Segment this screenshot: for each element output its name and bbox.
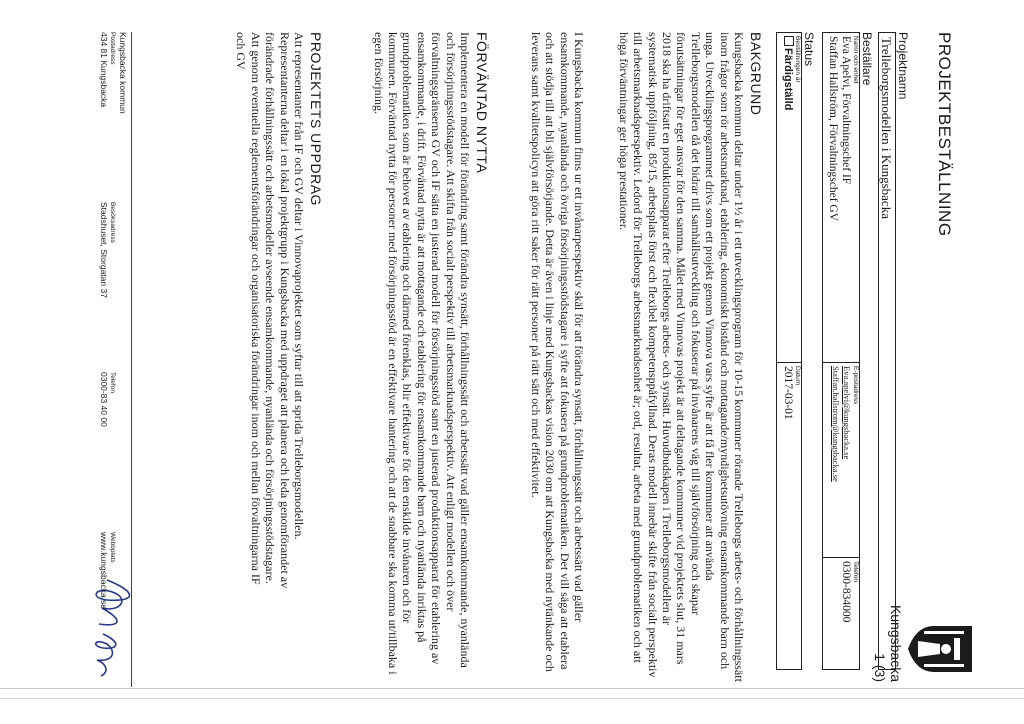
status-date-cell <box>777 363 801 669</box>
client-email-label: E-postadress <box>852 366 859 405</box>
client-phone-label: Telefon <box>852 561 859 582</box>
paragraph-bakgrund-1: Kungsbacka kommun deltar under 1½ år i ett utvecklingsprogram för 10-15 kommuner rörande Trelleborgs arbets- och förhållningssätt inom frågor som rör arbetsmarknad, etablering, ekonomiskt bistånd och mottagande/myndighetsutövning ensamkommande barn och unga. Utvecklingsprogrammet drivs som ett projekt genom Vinnova vars syfte är att få fler kommuner att använda Trelleborgsmodellen då det bidrar till samhällsutveckling och fokuserar på invånarens väg till självförsörjning och skapar förutsättningar för eget ansvar för den samma. Målet med Vinnovas projekt är att deltagande kommuner vid projektets slut, 31 mars 2018 ska ha driftsatt en produktionsapparat efter Trelleborgs arbets- och synsätt. Huvudbudskapen i Trelleborgsmodellen är systematisk uppföljning, 85/15, arbetsplats först och flexibel kompetensppåfyllnad. Deras modell innebär skifte från socialt perspektiv till arbetsmarknadsperspektiv. Ledord för Trelleborgs arbetsmarknadsenhet är; ord, resultat, arbeta med grundproblematiken och att höga förväntningar ger höga prestationer. <box>616 32 746 682</box>
section-heading-bakgrund: BAKGRUND <box>748 32 764 116</box>
document-title: PROJEKTBESTÄLLNING <box>935 32 954 237</box>
paragraph-nytta: Implementera en modell för förändring samt förändra synsätt, förhållningssätt och arbetssätt vad gäller ensamkommande, nyanlända och försörjningsstödstagare. Att skifta från socialt perspektiv till arbetsmarknadsperspektiv. Att enligt modellen och över förvaltningsgränserna GV och IF sätta en justerad modell för försörjningsstöd samt en justerad produktionsapparat för etablering av ensamkommande, i drift. Förväntad nytta är att mottagande och etablering för ensamkommande barn och nyanlända inriktas på grundproblematiken som är behovet av etablering och därmed förenklas, blir effektivare för den enskilde invånaren och för kommunen. Förväntad nytta för personer med försörjningsstöd är en effektivare hantering och att de snabbare ska komma ut/tillbaka i egen försörjning. <box>371 32 472 675</box>
client-email-2: Staffan.hallstrom@kungsbacka.se <box>831 366 841 482</box>
footer-web <box>99 532 116 609</box>
footer-org: Kungsbacka kommun <box>118 32 128 114</box>
document-rotated <box>32 12 992 712</box>
paragraph-uppdrag: Att representanter från IF och GV deltar i Vinnovaprojektet som syftar till att sprida Trelleborgsmodellen. Representanterna deltar i en lokal projektgrupp i Kungsbacka med uppdraget att planera och leda genomförandet av förändrade förhållningssätt och arbetsmodeller avseende ensamkommande, nyanlända och försörjningsstödstagare. Att genom eventuella reglementsförändringar och organisatoriska förändringar inom och mellan förvaltningarna IF och GV <box>234 32 306 589</box>
footer-post-value: 434 81 Kungsbacka <box>99 32 109 108</box>
footer-post <box>99 32 116 107</box>
status-value-row <box>781 36 794 359</box>
page-indicator: 1 (3) <box>872 653 888 682</box>
client-email-cell <box>823 363 859 558</box>
client-phone: 0300-834000 <box>840 561 852 623</box>
footer-visit-label: Besöksadress <box>109 202 116 243</box>
kungsbacka-logo <box>906 622 974 676</box>
section-heading-nytta: FÖRVÄNTAD NYTTA <box>474 32 490 174</box>
client-label: Beställare <box>860 32 874 86</box>
status-cell <box>777 33 801 363</box>
status-label: Status <box>802 32 816 67</box>
footer-web-value: www.kungsbacka.se <box>99 532 109 610</box>
client-table <box>822 32 860 670</box>
status-date: 2017-03-01 <box>782 366 794 420</box>
project-label: Projektnamn <box>896 32 910 100</box>
footer-visit <box>99 202 116 298</box>
project-name-field: Trelleborgsmodellen i Kungsbacka <box>878 32 896 670</box>
section-heading-uppdrag: PROJEKTETS UPPDRAG <box>308 32 324 206</box>
client-name-1: Eva Apelvi, Förvaltningschef IF <box>840 36 852 185</box>
status-table <box>776 32 802 670</box>
status-value: Färdigställd <box>782 48 794 111</box>
footer-visit-value: Stadshuset, Storgatan 37 <box>99 202 109 298</box>
footer-phone-value: 0300-83 40 00 <box>99 372 109 427</box>
footer-phone-label: Telefon <box>109 372 116 393</box>
paragraph-bakgrund-2: I Kungsbacka kommun finns ur ett invånarperspektiv skäl för att förändra synsätt, förhållningssätt och arbetssätt vad gäller ensamkommande, nyanlända och övriga försörjningsstödstagare i syfte att fokusera på grundproblematiken. Det vill säga att etablera och att stödja till att bli självförsörjande. Detta är även i linje med Kungsbackas vision 2030 om att Kungsbacka med nytänkande och leverans samt kvalitetspolicyn att göra ritt saker för rätt personer på rätt sätt och med effektivitet. <box>528 32 586 672</box>
footer-phone <box>99 372 116 427</box>
footer-web-label: Webbplats <box>109 532 116 563</box>
status-date-label: Datum <box>794 366 801 386</box>
status-sub-label: Beställningen är <box>794 36 801 83</box>
checkbox-icon <box>784 36 794 46</box>
org-name: Kungsbacka <box>888 604 904 682</box>
client-name-cell <box>823 33 859 363</box>
footer-rule <box>131 32 132 687</box>
client-name-2: Staffan Hallström, Förvaltningschef GV <box>827 36 839 222</box>
footer-post-label: Postadress <box>109 32 116 65</box>
client-name-label: Namn och enhet <box>852 36 859 84</box>
client-phone-cell <box>823 558 859 669</box>
client-email-1: Eva.apelvi@kungsbacka.se <box>842 366 852 460</box>
